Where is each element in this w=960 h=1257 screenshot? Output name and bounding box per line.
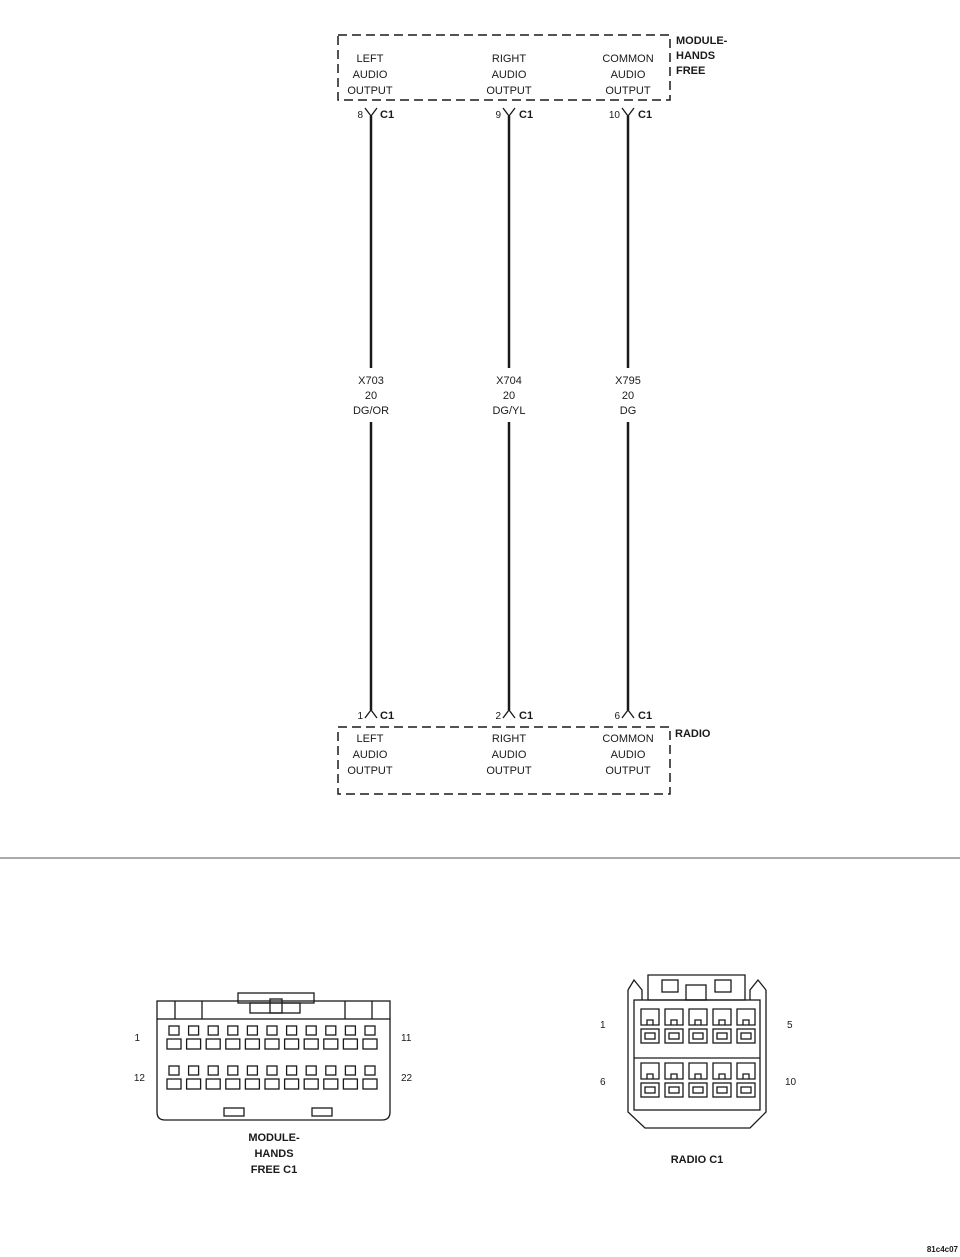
radio-cavity	[713, 1009, 731, 1043]
hands-free-module-name-2: HANDS	[676, 50, 716, 62]
hf-cavity-bottom	[187, 1039, 201, 1049]
radio-cavity-inner	[669, 1087, 679, 1093]
radio-cavity-bottom	[641, 1083, 659, 1097]
hf-cavity	[265, 1066, 279, 1089]
hf-cavity-top	[208, 1066, 218, 1075]
bottom-right-output-line-3: OUTPUT	[486, 765, 532, 777]
wire-left-gauge: 20	[364, 390, 378, 402]
radio-cavity-bottom	[665, 1029, 683, 1043]
radio-cavity-top	[689, 1009, 707, 1025]
hf-cavity-top	[247, 1066, 257, 1075]
hf-connector-title-1: MODULE-	[248, 1132, 300, 1144]
radio-pin-5: 5	[787, 1020, 793, 1031]
bottom-common-output-line-2: AUDIO	[610, 749, 646, 761]
hf-cavity-top	[169, 1066, 179, 1075]
bottom-pin-right: 2	[495, 711, 501, 722]
hf-cavity	[343, 1026, 357, 1049]
radio-cavity	[713, 1063, 731, 1097]
hf-cavity	[206, 1026, 220, 1049]
hf-cavity	[187, 1066, 201, 1089]
hf-cavity-bottom	[167, 1039, 181, 1049]
top-pin-common: 10	[608, 110, 620, 121]
radio-cavity-bottom	[689, 1029, 707, 1043]
hands-free-module-name-3: FREE	[676, 65, 706, 77]
hf-connector-title-2: HANDS	[254, 1148, 294, 1160]
hf-cavity	[363, 1026, 377, 1049]
top-common-output-line-1: COMMON	[602, 53, 654, 65]
hf-pin-11: 11	[401, 1033, 412, 1044]
footer-code: 81c4c07	[926, 1245, 958, 1254]
bottom-right-output-line-1: RIGHT	[491, 733, 527, 745]
hf-cavity	[187, 1026, 201, 1049]
wire-left-circuit: X703	[358, 375, 384, 387]
top-c1-left: C1	[380, 109, 395, 121]
radio-cavity-bottom	[689, 1083, 707, 1097]
hf-cavity-top	[365, 1066, 375, 1075]
wire-right-circuit: X704	[496, 375, 522, 387]
hf-cavity	[245, 1066, 259, 1089]
radio-cavity-top	[641, 1063, 659, 1079]
hf-cavity	[167, 1026, 181, 1049]
top-left-output-line-3: OUTPUT	[347, 85, 393, 97]
bottom-left-terminal-icon	[365, 710, 377, 718]
hf-cavity-top	[228, 1026, 238, 1035]
hf-cavity-top	[169, 1026, 179, 1035]
radio-cavity-bottom	[713, 1029, 731, 1043]
top-right-output-line-2: AUDIO	[491, 69, 527, 81]
bottom-pin-common: 6	[614, 711, 620, 722]
radio-cavity-inner	[741, 1087, 751, 1093]
radio-cavity-inner	[669, 1033, 679, 1039]
radio-cavity	[737, 1063, 755, 1097]
wire-right-gauge: 20	[502, 390, 516, 402]
hf-cavity	[363, 1066, 377, 1089]
hf-cavity-bottom	[206, 1039, 220, 1049]
hf-cavity-bottom	[343, 1039, 357, 1049]
bottom-pin-left: 1	[357, 711, 363, 722]
hf-cavity-bottom	[265, 1039, 279, 1049]
wire-left-color: DG/OR	[352, 405, 390, 417]
radio-pin-10: 10	[785, 1077, 797, 1088]
hf-cavity-bottom	[324, 1039, 338, 1049]
hf-cavity-top	[247, 1026, 257, 1035]
radio-cavity-top	[713, 1009, 731, 1025]
top-c1-right: C1	[519, 109, 534, 121]
hf-cavity	[265, 1026, 279, 1049]
radio-cavity-bottom	[641, 1029, 659, 1043]
bottom-c1-right: C1	[519, 710, 534, 722]
radio-cavity	[689, 1063, 707, 1097]
radio-cavity	[665, 1009, 683, 1043]
wire-common-circuit: X795	[615, 375, 641, 387]
wire-right-color: DG/YL	[492, 405, 526, 417]
radio-cavity-inner	[693, 1087, 703, 1093]
radio-cavity	[641, 1009, 659, 1043]
hf-cavity-top	[287, 1066, 297, 1075]
hf-cavity	[304, 1026, 318, 1049]
hf-cavity-bottom	[285, 1079, 299, 1089]
hf-cavity	[226, 1066, 240, 1089]
top-right-terminal-icon	[503, 108, 515, 116]
hf-cavity-top	[189, 1066, 199, 1075]
hf-cavity-top	[189, 1026, 199, 1035]
hf-cavity-bottom	[324, 1079, 338, 1089]
hf-cavity-bottom	[226, 1079, 240, 1089]
hf-cavity-top	[306, 1066, 316, 1075]
bottom-common-output-line-3: OUTPUT	[605, 765, 651, 777]
hf-cavity-bottom	[245, 1079, 259, 1089]
bottom-common-output-line-1: COMMON	[602, 733, 654, 745]
hf-cavity	[206, 1066, 220, 1089]
hf-cavity-top	[208, 1026, 218, 1035]
hf-cavity-top	[326, 1026, 336, 1035]
radio-cavity-inner	[741, 1033, 751, 1039]
hf-connector-title-3: FREE C1	[250, 1164, 298, 1176]
hf-cavity	[324, 1066, 338, 1089]
hf-cavity-top	[345, 1066, 355, 1075]
hf-cavity-top	[365, 1026, 375, 1035]
hands-free-module-name-1: MODULE-	[676, 35, 728, 47]
top-right-output-line-1: RIGHT	[491, 53, 527, 65]
radio-cavity	[641, 1063, 659, 1097]
hf-cavity-top	[267, 1026, 277, 1035]
radio-cavity-bottom	[737, 1083, 755, 1097]
hands-free-connector-drawing	[157, 993, 390, 1120]
top-left-output-line-2: AUDIO	[352, 69, 388, 81]
top-pin-left: 8	[357, 110, 363, 121]
hf-cavity-bottom	[245, 1039, 259, 1049]
hf-cavity-bottom	[226, 1039, 240, 1049]
radio-cavity-bottom	[737, 1029, 755, 1043]
hf-cavity-bottom	[363, 1079, 377, 1089]
radio-cavity-top	[737, 1009, 755, 1025]
radio-cavity-top	[689, 1063, 707, 1079]
radio-module-name: RADIO	[675, 728, 711, 740]
hf-cavity	[304, 1066, 318, 1089]
bottom-right-terminal-icon	[503, 710, 515, 718]
top-common-terminal-icon	[622, 108, 634, 116]
hf-cavity-top	[267, 1066, 277, 1075]
radio-cavity-top	[665, 1063, 683, 1079]
bottom-left-output-line-3: OUTPUT	[347, 765, 393, 777]
radio-cavity-top	[737, 1063, 755, 1079]
top-c1-common: C1	[638, 109, 653, 121]
hf-cavity-top	[326, 1066, 336, 1075]
hf-pin-1: 1	[134, 1033, 140, 1044]
top-right-output-line-3: OUTPUT	[486, 85, 532, 97]
hf-cavity	[324, 1026, 338, 1049]
hf-cavity	[167, 1066, 181, 1089]
hf-cavity	[226, 1026, 240, 1049]
radio-cavity-inner	[645, 1033, 655, 1039]
hf-cavity-bottom	[187, 1079, 201, 1089]
radio-cavity-top	[641, 1009, 659, 1025]
hf-cavity	[285, 1026, 299, 1049]
hf-cavity-top	[345, 1026, 355, 1035]
top-left-terminal-icon	[365, 108, 377, 116]
top-pin-right: 9	[495, 110, 501, 121]
hf-cavity-top	[306, 1026, 316, 1035]
radio-cavity	[737, 1009, 755, 1043]
bottom-right-output-line-2: AUDIO	[491, 749, 527, 761]
bottom-left-output-line-2: AUDIO	[352, 749, 388, 761]
bottom-left-output-line-1: LEFT	[356, 733, 384, 745]
hf-cavity-bottom	[265, 1079, 279, 1089]
radio-cavity-bottom	[665, 1083, 683, 1097]
radio-connector-drawing	[628, 975, 766, 1128]
bottom-common-terminal-icon	[622, 710, 634, 718]
hf-cavity-top	[228, 1066, 238, 1075]
wire-common-gauge: 20	[621, 390, 635, 402]
top-common-output-line-3: OUTPUT	[605, 85, 651, 97]
radio-cavity-inner	[717, 1087, 727, 1093]
hf-cavity-bottom	[167, 1079, 181, 1089]
top-left-output-line-1: LEFT	[356, 53, 384, 65]
radio-pin-1: 1	[600, 1020, 606, 1031]
bottom-c1-left: C1	[380, 710, 395, 722]
radio-pin-6: 6	[600, 1077, 606, 1088]
radio-cavity-bottom	[713, 1083, 731, 1097]
hf-cavity-bottom	[363, 1039, 377, 1049]
hf-cavity-bottom	[304, 1039, 318, 1049]
radio-cavity-top	[665, 1009, 683, 1025]
radio-cavity-inner	[693, 1033, 703, 1039]
radio-cavity-top	[713, 1063, 731, 1079]
hf-cavity-bottom	[206, 1079, 220, 1089]
hf-pin-12: 12	[133, 1073, 145, 1084]
hf-cavity-bottom	[343, 1079, 357, 1089]
top-common-output-line-2: AUDIO	[610, 69, 646, 81]
hf-cavity	[343, 1066, 357, 1089]
hf-cavity	[285, 1066, 299, 1089]
hf-pin-22: 22	[401, 1073, 413, 1084]
radio-cavity	[665, 1063, 683, 1097]
radio-connector-title: RADIO C1	[670, 1154, 724, 1166]
hf-cavity-bottom	[304, 1079, 318, 1089]
bottom-c1-common: C1	[638, 710, 653, 722]
radio-cavity	[689, 1009, 707, 1043]
wire-common-color: DG	[619, 405, 637, 417]
hf-cavity	[245, 1026, 259, 1049]
radio-cavity-inner	[717, 1033, 727, 1039]
radio-cavity-inner	[645, 1087, 655, 1093]
hf-cavity-top	[287, 1026, 297, 1035]
hf-cavity-bottom	[285, 1039, 299, 1049]
